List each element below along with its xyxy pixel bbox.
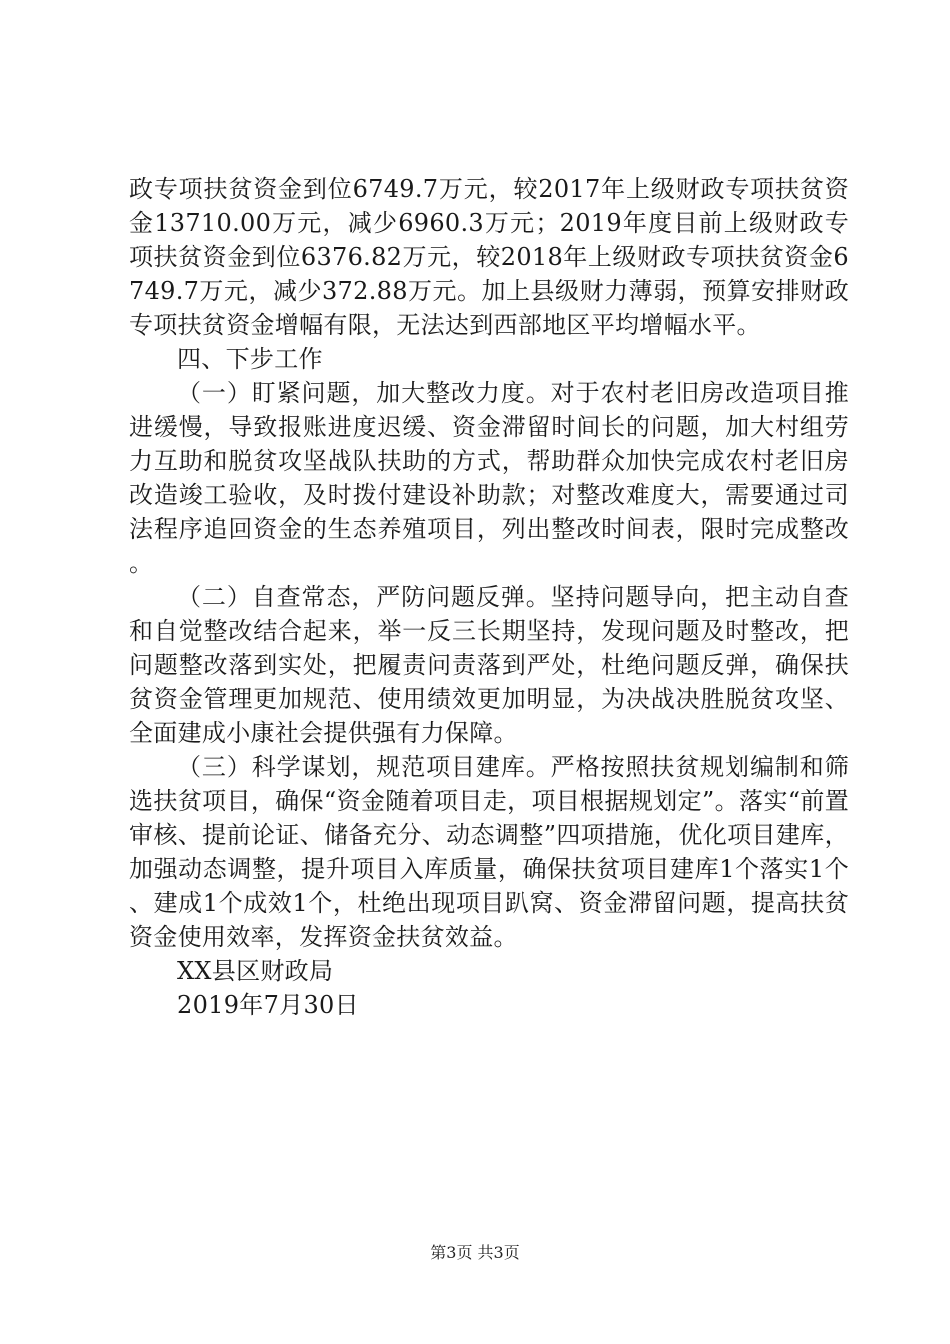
document-body: [129, 172, 849, 1022]
paragraph-item-3: （三）科学谋划，规范项目建库。严格按照扶贫规划编制和筛选扶贫项目，确保“资金随着项目走，项目根据规划定”。落实“前置审核、提前论证、储备充分、动态调整”四项措施，优化项目建库，加强动态调整，提升项目入库质量，确保扶贫项目建库1个落实1个、建成1个成效1个，杜绝出现项目趴窝、资金滞留问题，提高扶贫资金使用效率，发挥资金扶贫效益。: [129, 753, 849, 951]
paragraph-item-2: （二）自查常态，严防问题反弹。坚持问题导向，把主动自查和自觉整改结合起来，举一反三长期坚持，发现问题及时整改，把问题整改落到实处，把履责问责落到严处，杜绝问题反弹，确保扶贫资金管理更加规范、使用绩效更加明显，为决战决胜脱贫攻坚、全面建成小康社会提供强有力保障。: [129, 583, 849, 747]
paragraph-item-1: （一）盯紧问题，加大整改力度。对于农村老旧房改造项目推进缓慢，导致报账进度迟缓、资金滞留时间长的问题，加大村组劳力互助和脱贫攻坚战队扶助的方式，帮助群众加快完成农村老旧房改造竣工验收，及时拨付建设补助款；对整改难度大，需要通过司法程序追回资金的生态养殖项目，列出整改时间表，限时完成整改。: [129, 379, 849, 577]
signature-date: 2019年7月30日: [177, 991, 359, 1019]
page-footer: [0, 1243, 950, 1263]
section-heading-next-steps: 四、下步工作: [177, 345, 323, 373]
page-number-label: 第3页 共3页: [430, 1243, 520, 1262]
paragraph-funding-continuation: 政专项扶贫资金到位6749.7万元，较2017年上级财政专项扶贫资金13710.00万元，减少6960.3万元；2019年度目前上级财政专项扶贫资金到位6376.82万元，较2018年上级财政专项扶贫资金6749.7万元，减少372.88万元。加上县级财力薄弱，预算安排财政专项扶贫资金增幅有限，无法达到西部地区平均增幅水平。: [129, 175, 849, 339]
signature-organization: XX县区财政局: [177, 957, 334, 985]
